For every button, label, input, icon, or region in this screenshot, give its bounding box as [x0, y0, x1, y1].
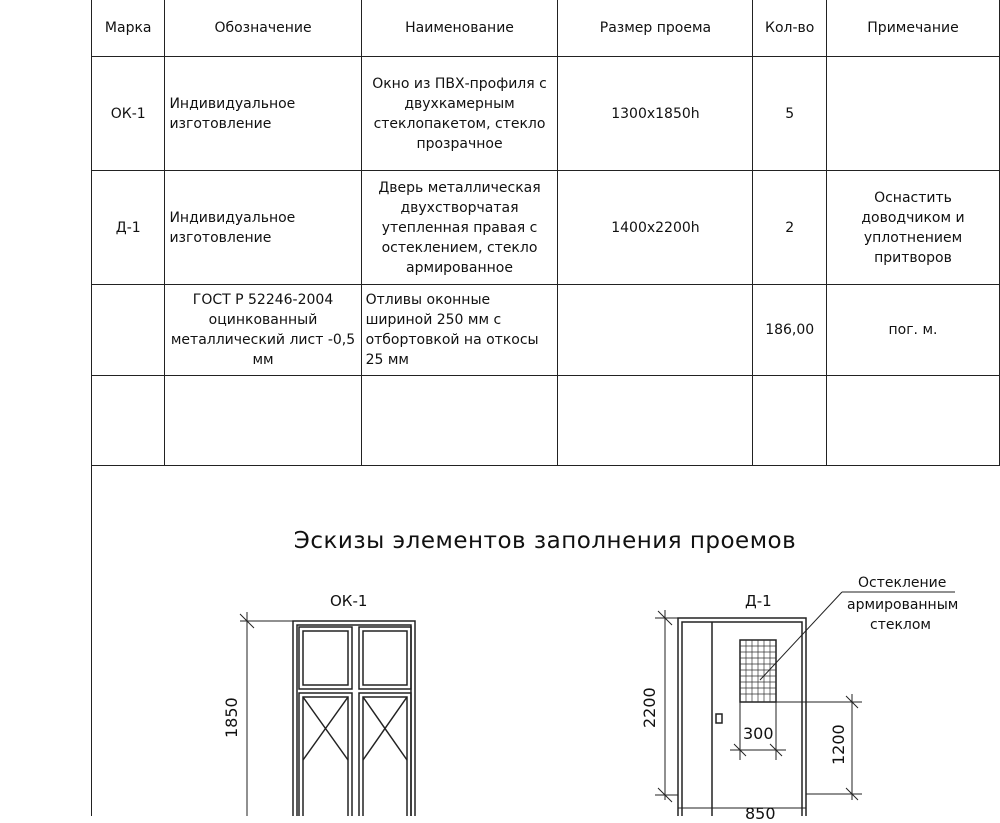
header-note: Примечание — [826, 0, 999, 57]
door-sketch — [678, 618, 806, 816]
header-designation: Обозначение — [165, 0, 361, 57]
row-size: 1300х1850h — [558, 57, 753, 171]
door-handle — [716, 714, 722, 723]
header-name: Наименование — [361, 0, 558, 57]
window-height-dimension-text: 1850 — [222, 697, 241, 738]
door-glass-width-dimension-text: 300 — [743, 724, 774, 743]
row-note: пог. м. — [826, 285, 999, 376]
row-mark: ОК-1 — [92, 57, 165, 171]
header-mark: Марка — [92, 0, 165, 57]
row-designation: Индивидуальное изготовление — [165, 57, 361, 171]
window-label: ОК-1 — [330, 592, 368, 610]
header-qty: Кол-во — [753, 0, 827, 57]
window-sketch — [293, 621, 415, 816]
header-size: Размер проема — [558, 0, 753, 57]
door-height-dimension-text: 2200 — [640, 687, 659, 728]
callout-line-2: армированным — [847, 597, 959, 613]
row-qty: 5 — [753, 57, 827, 171]
window-transom-right — [359, 627, 411, 689]
window-transom-left — [299, 627, 352, 689]
row-name: Дверь металлическая двухстворчатая утепленная правая с остеклением, стекло армированное — [361, 171, 558, 285]
window-outer-frame — [293, 621, 415, 816]
row-qty: 2 — [753, 171, 827, 285]
door-glass-height-dimension-text: 1200 — [829, 724, 848, 765]
callout-line-1: Остекление — [858, 575, 947, 591]
door-label: Д-1 — [745, 592, 772, 610]
row-name: Отливы оконные шириной 250 мм с отбортовкой на откосы 25 мм — [361, 285, 558, 376]
sketches-title: Эскизы элементов заполнения проемов — [293, 528, 797, 554]
row-size: 1400х2200h — [558, 171, 753, 285]
row-name: Окно из ПВХ-профиля с двухкамерным стеклопакетом, стекло прозрачное — [361, 57, 558, 171]
row-mark: Д-1 — [92, 171, 165, 285]
callout-line-3: стеклом — [870, 617, 931, 633]
door-width-dimension-text: 850 — [745, 804, 776, 823]
row-qty: 186,00 — [753, 285, 827, 376]
row-designation: Индивидуальное изготовление — [165, 171, 361, 285]
row-note: Оснастить доводчиком и уплотнением притворов — [826, 171, 999, 285]
door-glass-hatch — [740, 640, 776, 702]
window-height-dimension — [240, 612, 293, 816]
row-designation: ГОСТ Р 52246-2004 оцинкованный металлический лист -0,5 мм — [165, 285, 361, 376]
door-outer-frame — [678, 618, 806, 816]
